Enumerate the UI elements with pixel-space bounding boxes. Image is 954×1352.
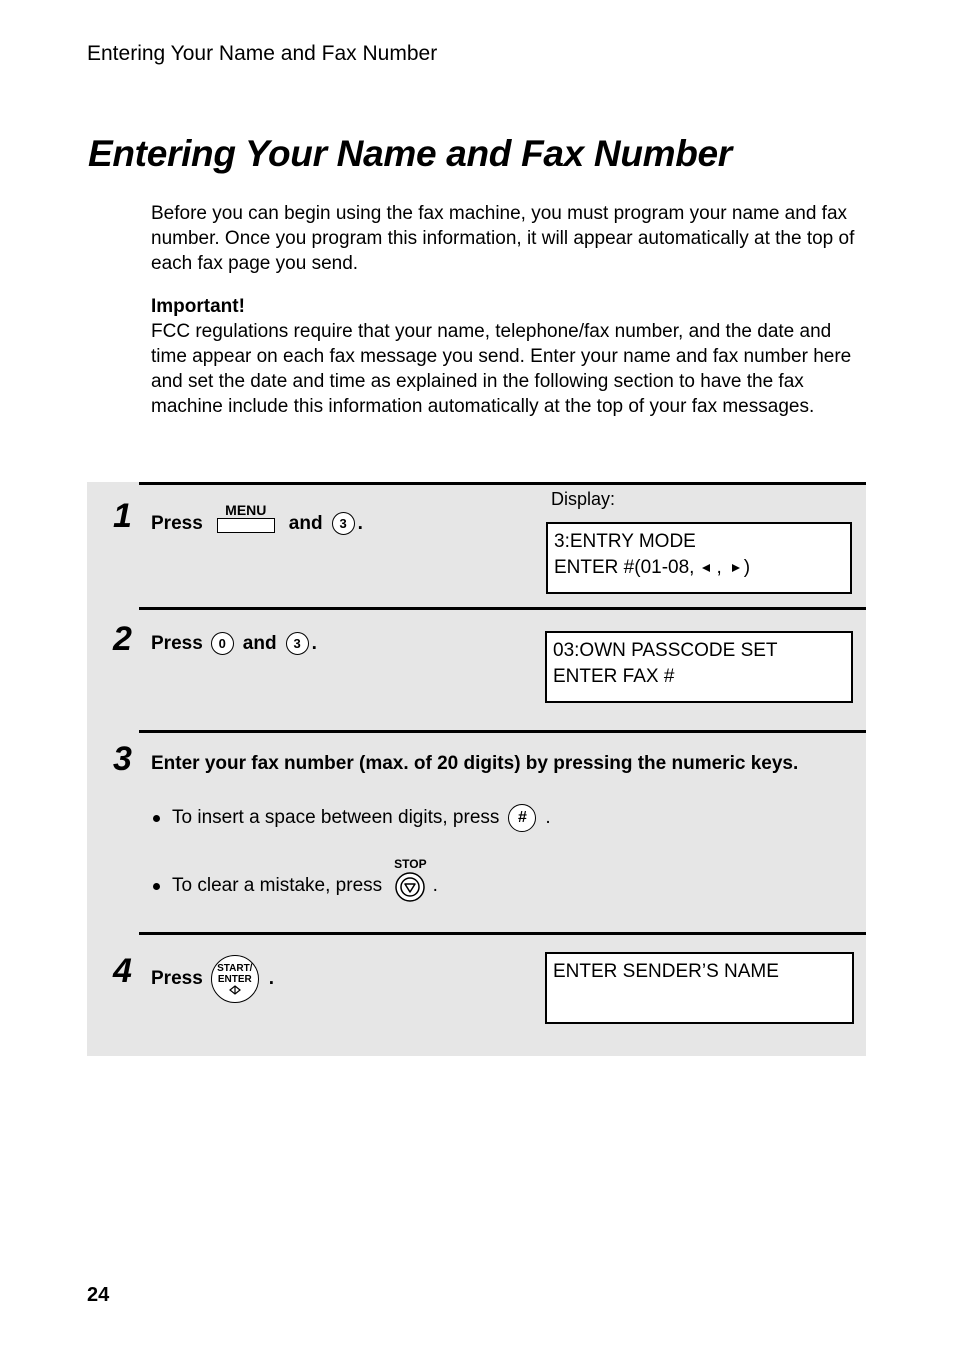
step-divider	[139, 932, 866, 935]
left-arrow-icon	[694, 561, 716, 575]
key-3-button: 3	[286, 632, 309, 655]
bullet-text: To insert a space between digits, press	[172, 807, 500, 828]
period: .	[432, 875, 438, 896]
important-heading: Important!	[151, 296, 245, 317]
bullet-dot	[153, 883, 160, 890]
lcd-line: ENTER SENDER’S NAME	[553, 961, 779, 982]
right-arrow-icon	[722, 561, 744, 575]
lcd-line: 03:OWN PASSCODE SET	[553, 640, 778, 661]
start-enter-key	[211, 955, 259, 1003]
bullet-clear-mistake	[153, 857, 438, 909]
step-number: 3	[113, 740, 132, 778]
menu-key-label: MENU	[225, 502, 267, 518]
stop-key	[394, 857, 426, 903]
step-2-instruction	[151, 632, 317, 655]
stop-icon	[394, 871, 426, 903]
hash-key-button: #	[508, 804, 536, 832]
display-label: Display:	[551, 489, 616, 509]
bullet-dot	[153, 815, 160, 822]
and-label: and	[242, 632, 277, 654]
press-label: Press	[151, 512, 203, 534]
start-key-label: START/	[217, 963, 253, 974]
period: .	[357, 512, 363, 534]
enter-key-label: ENTER	[217, 974, 252, 985]
step-number: 4	[113, 952, 132, 990]
step-divider	[139, 607, 866, 610]
step-1-instruction	[151, 502, 363, 539]
important-paragraph: FCC regulations require that your name, telephone/fax number, and the date and time appear on each fax message you send. Enter your name and fax number here and set the date and time as explained in the following section to have the fax machine include this information automatically at the top of your fax messages.	[151, 321, 852, 417]
bullet-insert-space	[153, 804, 551, 832]
key-3-button: 3	[332, 512, 355, 535]
step-3-instruction: Enter your fax number (max. of 20 digits) by pressing the numeric keys.	[151, 753, 799, 774]
lcd-display-1	[546, 522, 852, 594]
press-label: Press	[151, 968, 203, 989]
lcd-line: ENTER FAX #	[553, 666, 675, 687]
lcd-line: 3:ENTRY MODE	[554, 531, 696, 552]
bullet-text: To clear a mistake, press	[172, 875, 383, 896]
intro-paragraph: Before you can begin using the fax machine, you must program your name and fax number. Once you program this information, it will appear automatically at the top of each fax page you send.	[151, 203, 855, 274]
running-header: Entering Your Name and Fax Number	[87, 42, 438, 65]
page-title: Entering Your Name and Fax Number	[88, 133, 732, 174]
step-4-instruction	[151, 955, 274, 1003]
start-icon	[229, 985, 241, 995]
step-number: 2	[113, 620, 132, 658]
lcd-display-2	[545, 631, 853, 703]
lcd-comma: ,	[716, 557, 722, 578]
menu-key	[217, 502, 275, 533]
step-number: 1	[113, 497, 132, 535]
period: .	[545, 807, 551, 828]
page-number: 24	[87, 1284, 110, 1306]
menu-key-icon	[217, 518, 275, 533]
period: .	[268, 968, 275, 989]
key-0-button: 0	[211, 632, 234, 655]
steps-panel	[87, 482, 866, 1056]
press-label: Press	[151, 632, 203, 654]
lcd-close: )	[743, 557, 751, 578]
lcd-line	[554, 555, 844, 581]
stop-key-label: STOP	[394, 857, 427, 871]
lcd-display-4	[545, 952, 854, 1024]
period: .	[311, 632, 317, 654]
and-label: and	[288, 512, 323, 534]
step-divider	[139, 730, 866, 733]
step-divider	[139, 482, 866, 485]
lcd-text: ENTER #(01-08,	[554, 557, 695, 578]
